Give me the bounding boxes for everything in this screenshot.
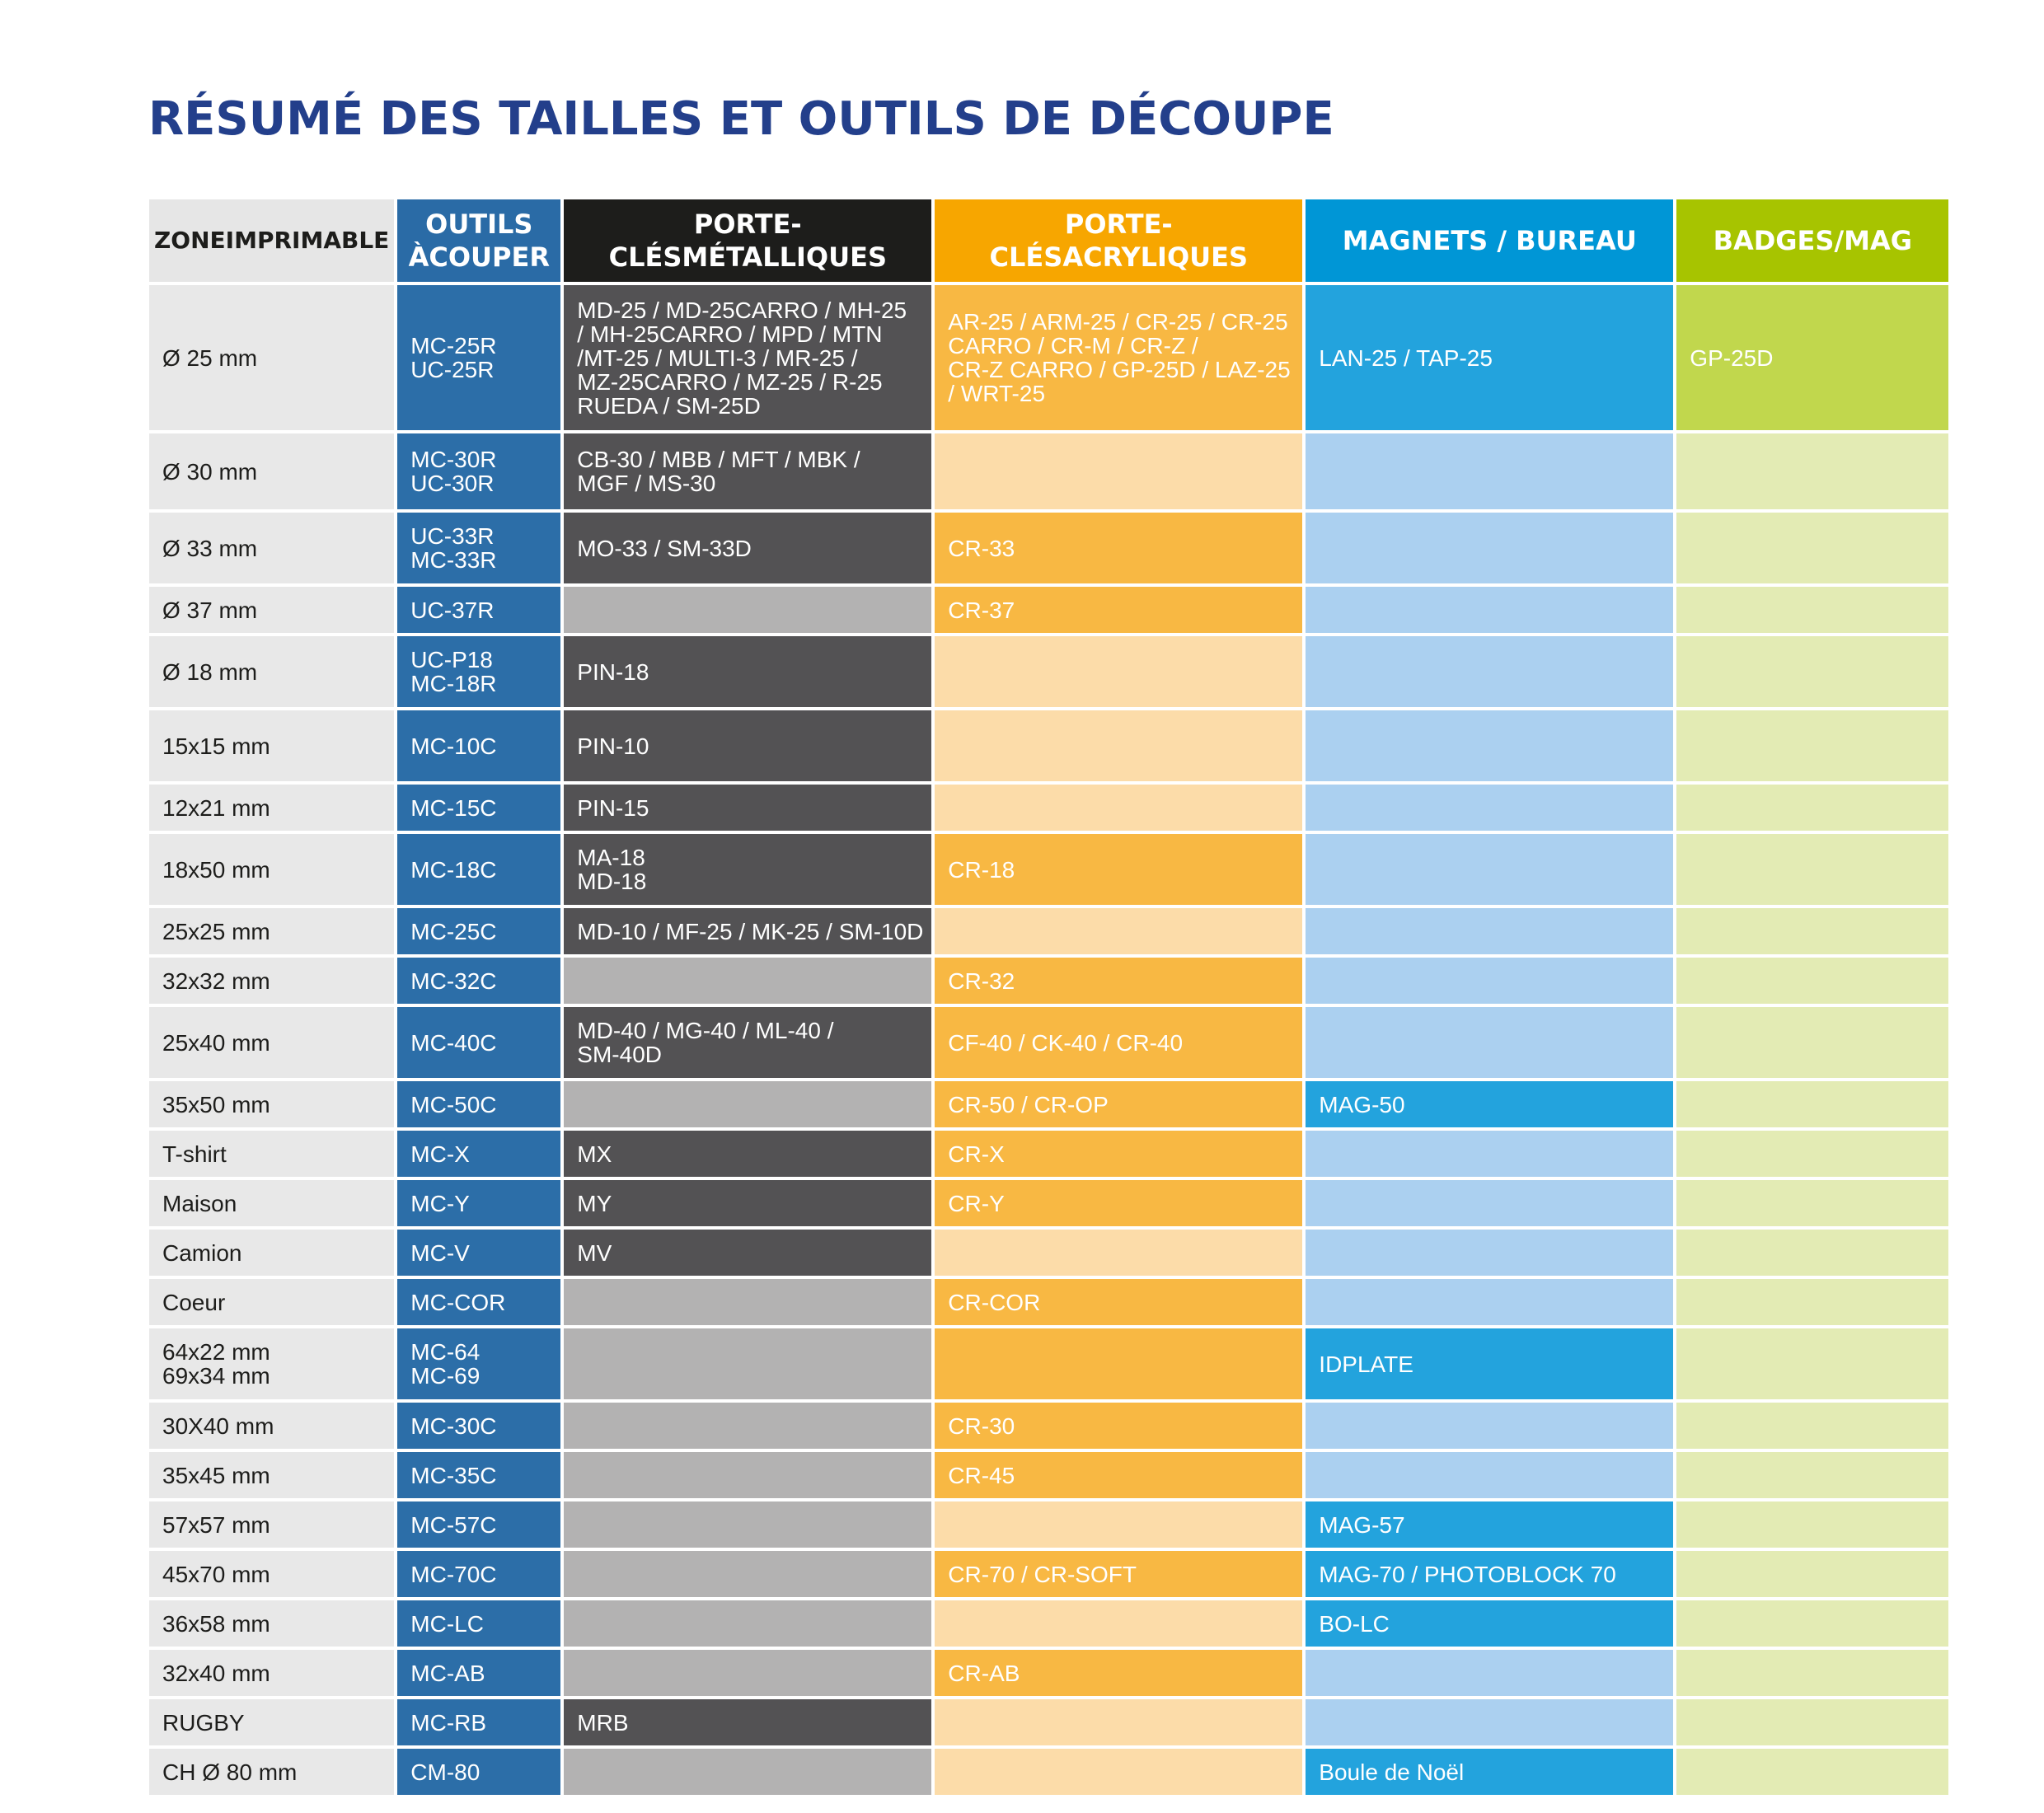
cell-acrylic bbox=[935, 710, 1302, 781]
cell-text: 57x57 mm bbox=[162, 1511, 270, 1538]
cell-text: 15x15 mm bbox=[162, 733, 270, 759]
cell-metal bbox=[564, 1230, 931, 1276]
cell-zone bbox=[149, 710, 394, 781]
table-row bbox=[149, 1007, 1948, 1078]
cell-acrylic bbox=[935, 958, 1302, 1004]
cell-text: 12x21 mm bbox=[162, 794, 270, 821]
cell-tools bbox=[397, 1650, 560, 1696]
table-row bbox=[149, 958, 1948, 1004]
cell-badges bbox=[1676, 513, 1948, 583]
cell-metal bbox=[564, 1699, 931, 1745]
cell-tools bbox=[397, 1230, 560, 1276]
cell-zone bbox=[149, 908, 394, 954]
header-badges bbox=[1676, 199, 1948, 282]
cell-zone bbox=[149, 513, 394, 583]
table-row bbox=[149, 513, 1948, 583]
cell-metal bbox=[564, 1551, 931, 1597]
header-line: COUPER bbox=[429, 241, 550, 273]
cell-text: MA-18 bbox=[577, 845, 645, 870]
header-magnets bbox=[1306, 199, 1673, 282]
cell-acrylic bbox=[935, 1403, 1302, 1449]
cell-acrylic bbox=[935, 1600, 1302, 1647]
cell-text: Boule de Noël bbox=[1319, 1759, 1465, 1785]
cell-text: MC-Y bbox=[410, 1190, 470, 1216]
cell-text: 35x50 mm bbox=[162, 1091, 270, 1117]
cell-text: CR-70 / CR-SOFT bbox=[948, 1561, 1137, 1587]
cell-zone bbox=[149, 1699, 394, 1745]
cell-text: MC-V bbox=[410, 1239, 470, 1266]
cell-zone bbox=[149, 433, 394, 509]
cell-text: CR-37 bbox=[948, 597, 1015, 623]
cell-badges bbox=[1676, 834, 1948, 905]
cell-text: CH Ø 80 mm bbox=[162, 1759, 298, 1785]
cell-text: 25x40 mm bbox=[162, 1029, 270, 1056]
cell-badges bbox=[1676, 1600, 1948, 1647]
table-row bbox=[149, 587, 1948, 633]
cell-text: MO-33 / SM-33D bbox=[577, 535, 752, 561]
cell-tools bbox=[397, 1600, 560, 1647]
cell-zone bbox=[149, 1501, 394, 1548]
cell-text: MY bbox=[577, 1190, 612, 1216]
cell-text: MC-70C bbox=[410, 1561, 497, 1587]
cell-metal bbox=[564, 834, 931, 905]
cell-badges bbox=[1676, 1403, 1948, 1449]
cell-metal bbox=[564, 785, 931, 831]
cell-badges bbox=[1676, 1007, 1948, 1078]
cell-text: UC-37R bbox=[410, 597, 495, 623]
cell-text: CR-Z CARRO / GP-25D / LAZ-25 bbox=[948, 357, 1291, 382]
cell-zone bbox=[149, 1452, 394, 1498]
cell-magnets bbox=[1306, 433, 1673, 509]
cell-text: LAN-25 / TAP-25 bbox=[1319, 344, 1493, 371]
cell-zone bbox=[149, 1328, 394, 1399]
cell-badges bbox=[1676, 1650, 1948, 1696]
cell-text: 32x32 mm bbox=[162, 967, 270, 994]
cell-acrylic bbox=[935, 1650, 1302, 1696]
cell-text: PIN-18 bbox=[577, 658, 649, 685]
cell-text: CR-33 bbox=[948, 535, 1015, 561]
table-row bbox=[149, 1452, 1948, 1498]
header-line: PORTE-CLÉS bbox=[608, 208, 802, 273]
cell-text: T-shirt bbox=[162, 1141, 227, 1167]
cell-zone bbox=[149, 1600, 394, 1647]
cell-acrylic bbox=[935, 1699, 1302, 1745]
cell-tools bbox=[397, 1452, 560, 1498]
cell-zone bbox=[149, 1551, 394, 1597]
cell-text: Ø 18 mm bbox=[162, 658, 258, 685]
cell-metal bbox=[564, 433, 931, 509]
cell-tools bbox=[397, 1551, 560, 1597]
cell-text: 64x22 mm bbox=[162, 1339, 270, 1365]
cell-text: Ø 33 mm bbox=[162, 535, 258, 561]
header-zone bbox=[149, 199, 394, 282]
cell-tools bbox=[397, 1007, 560, 1078]
cell-tools bbox=[397, 587, 560, 633]
cell-metal bbox=[564, 636, 931, 707]
cell-acrylic bbox=[935, 587, 1302, 633]
cell-tools bbox=[397, 1403, 560, 1449]
table-row bbox=[149, 1131, 1948, 1177]
cell-acrylic bbox=[935, 1452, 1302, 1498]
cell-text: UC-30R bbox=[410, 471, 495, 496]
cell-text: MRB bbox=[577, 1709, 629, 1736]
cell-text: 32x40 mm bbox=[162, 1660, 270, 1686]
cell-text: MV bbox=[577, 1239, 612, 1266]
cell-text: 45x70 mm bbox=[162, 1561, 270, 1587]
table-row bbox=[149, 1699, 1948, 1745]
cell-text: MAG-57 bbox=[1319, 1511, 1405, 1538]
cell-text: MC-33R bbox=[410, 547, 497, 573]
cell-badges bbox=[1676, 908, 1948, 954]
cell-metal bbox=[564, 1007, 931, 1078]
cell-metal bbox=[564, 1328, 931, 1399]
cell-acrylic bbox=[935, 908, 1302, 954]
cell-text: IDPLATE bbox=[1319, 1351, 1413, 1377]
cell-metal bbox=[564, 908, 931, 954]
cell-magnets bbox=[1306, 1501, 1673, 1548]
cell-text: MZ-25CARRO / MZ-25 / R-25 bbox=[577, 368, 883, 395]
cell-magnets bbox=[1306, 1279, 1673, 1325]
cell-metal bbox=[564, 1452, 931, 1498]
cell-zone bbox=[149, 1180, 394, 1226]
cell-acrylic bbox=[935, 1749, 1302, 1795]
cell-text: CR-45 bbox=[948, 1462, 1015, 1488]
cell-acrylic bbox=[935, 636, 1302, 707]
cell-tools bbox=[397, 785, 560, 831]
cell-metal bbox=[564, 1081, 931, 1127]
cell-magnets bbox=[1306, 908, 1673, 954]
cell-badges bbox=[1676, 636, 1948, 707]
cell-text: AR-25 / ARM-25 / CR-25 / CR-25 bbox=[948, 309, 1288, 335]
cell-acrylic bbox=[935, 1007, 1302, 1078]
header-acrylic bbox=[935, 199, 1302, 282]
cell-magnets bbox=[1306, 1007, 1673, 1078]
cell-metal bbox=[564, 1650, 931, 1696]
table-row bbox=[149, 1279, 1948, 1325]
cell-badges bbox=[1676, 1279, 1948, 1325]
cell-tools bbox=[397, 1699, 560, 1745]
cell-badges bbox=[1676, 710, 1948, 781]
table-row bbox=[149, 1551, 1948, 1597]
table-row bbox=[149, 908, 1948, 954]
cell-zone bbox=[149, 958, 394, 1004]
cell-metal bbox=[564, 1180, 931, 1226]
cell-badges bbox=[1676, 1501, 1948, 1548]
cell-acrylic bbox=[935, 1551, 1302, 1597]
cell-magnets bbox=[1306, 1081, 1673, 1127]
cell-text: MC-69 bbox=[410, 1363, 481, 1389]
cell-text: MC-18R bbox=[410, 671, 497, 696]
cell-text: PIN-10 bbox=[577, 733, 649, 759]
cell-magnets bbox=[1306, 636, 1673, 707]
cell-magnets bbox=[1306, 1551, 1673, 1597]
cell-text: MC-32C bbox=[410, 967, 497, 994]
cell-acrylic bbox=[935, 513, 1302, 583]
cell-tools bbox=[397, 834, 560, 905]
cell-text: MC-RB bbox=[410, 1709, 487, 1736]
cell-zone bbox=[149, 1650, 394, 1696]
cell-text: 35x45 mm bbox=[162, 1462, 270, 1488]
cell-badges bbox=[1676, 1328, 1948, 1399]
cell-zone bbox=[149, 1749, 394, 1795]
cell-tools bbox=[397, 1081, 560, 1127]
cell-magnets bbox=[1306, 513, 1673, 583]
cell-text: RUEDA / SM-25D bbox=[577, 392, 761, 419]
cell-text: CR-30 bbox=[948, 1412, 1015, 1439]
cell-text: MC-COR bbox=[410, 1289, 506, 1315]
cell-text: Ø 30 mm bbox=[162, 458, 258, 485]
cell-tools bbox=[397, 1749, 560, 1795]
cell-magnets bbox=[1306, 285, 1673, 430]
cell-acrylic bbox=[935, 1131, 1302, 1177]
cell-text: CF-40 / CK-40 / CR-40 bbox=[948, 1029, 1184, 1056]
cell-magnets bbox=[1306, 958, 1673, 1004]
cell-badges bbox=[1676, 433, 1948, 509]
cell-acrylic bbox=[935, 1328, 1302, 1399]
cell-acrylic bbox=[935, 1230, 1302, 1276]
header-tools bbox=[397, 199, 560, 282]
table-row bbox=[149, 433, 1948, 509]
cell-text: / WRT-25 bbox=[948, 381, 1046, 406]
cell-text: CARRO / CR-M / CR-Z / bbox=[948, 333, 1198, 358]
cell-text: 25x25 mm bbox=[162, 918, 270, 944]
cell-text: MAG-70 / PHOTOBLOCK 70 bbox=[1319, 1561, 1616, 1587]
cell-text bbox=[948, 1352, 1302, 1376]
table-row bbox=[149, 1328, 1948, 1399]
header-line: BADGES/MAG bbox=[1713, 225, 1913, 256]
cell-text: Coeur bbox=[162, 1289, 226, 1315]
header-line: MÉTALLIQUES bbox=[682, 241, 887, 273]
cell-zone bbox=[149, 587, 394, 633]
cell-text: MC-18C bbox=[410, 856, 497, 883]
header-line: OUTILS À bbox=[408, 208, 533, 273]
cell-text: MD-18 bbox=[577, 869, 647, 894]
table-row bbox=[149, 1501, 1948, 1548]
cell-metal bbox=[564, 1501, 931, 1548]
cell-zone bbox=[149, 636, 394, 707]
table-row bbox=[149, 1081, 1948, 1127]
cell-tools bbox=[397, 513, 560, 583]
cell-magnets bbox=[1306, 1328, 1673, 1399]
cell-text: MC-40C bbox=[410, 1029, 497, 1056]
header-line: PORTE-CLÉS bbox=[989, 208, 1173, 273]
cell-text: Ø 25 mm bbox=[162, 344, 258, 371]
table-row bbox=[149, 785, 1948, 831]
table-row bbox=[149, 1600, 1948, 1647]
cell-magnets bbox=[1306, 1650, 1673, 1696]
table-row bbox=[149, 1403, 1948, 1449]
header-line: ACRYLIQUES bbox=[1062, 241, 1249, 273]
cell-text: MX bbox=[577, 1141, 612, 1167]
cell-text: CM-80 bbox=[410, 1759, 481, 1785]
cell-text: MAG-50 bbox=[1319, 1091, 1405, 1117]
cell-zone bbox=[149, 1403, 394, 1449]
cell-magnets bbox=[1306, 834, 1673, 905]
cell-text: MC-64 bbox=[410, 1339, 481, 1365]
cell-text: CB-30 / MBB / MFT / MBK / bbox=[577, 447, 860, 472]
cell-text: MD-25 / MD-25CARRO / MH-25 bbox=[577, 297, 907, 323]
cell-text: UC-25R bbox=[410, 357, 495, 382]
cell-badges bbox=[1676, 1699, 1948, 1745]
table-row bbox=[149, 1749, 1948, 1795]
cell-magnets bbox=[1306, 1452, 1673, 1498]
cell-metal bbox=[564, 1749, 931, 1795]
cell-text: CR-Y bbox=[948, 1190, 1005, 1216]
cell-tools bbox=[397, 908, 560, 954]
cell-tools bbox=[397, 285, 560, 430]
cell-acrylic bbox=[935, 1279, 1302, 1325]
cell-badges bbox=[1676, 1180, 1948, 1226]
cell-metal bbox=[564, 1403, 931, 1449]
cell-metal bbox=[564, 587, 931, 633]
cell-tools bbox=[397, 1279, 560, 1325]
header-line: MAGNETS / BUREAU bbox=[1342, 225, 1637, 256]
cell-text: UC-P18 bbox=[410, 647, 493, 672]
cell-text: MC-25R bbox=[410, 333, 497, 358]
table-row bbox=[149, 285, 1948, 430]
cell-text: PIN-15 bbox=[577, 794, 649, 821]
table-row bbox=[149, 1230, 1948, 1276]
cell-zone bbox=[149, 1081, 394, 1127]
cell-text: MD-10 / MF-25 / MK-25 / SM-10D bbox=[577, 918, 924, 944]
cell-text: SM-40D bbox=[577, 1042, 662, 1067]
cell-metal bbox=[564, 285, 931, 430]
header-line: ZONE bbox=[154, 227, 226, 254]
cell-text: CR-18 bbox=[948, 856, 1015, 883]
cell-badges bbox=[1676, 1452, 1948, 1498]
cell-text: CR-50 / CR-OP bbox=[948, 1091, 1109, 1117]
cell-text: MC-15C bbox=[410, 794, 497, 821]
cell-badges bbox=[1676, 285, 1948, 430]
cell-text: MC-50C bbox=[410, 1091, 497, 1117]
cell-metal bbox=[564, 710, 931, 781]
table-row bbox=[149, 636, 1948, 707]
cell-tools bbox=[397, 433, 560, 509]
cell-tools bbox=[397, 1131, 560, 1177]
cell-text: MC-10C bbox=[410, 733, 497, 759]
cell-zone bbox=[149, 1131, 394, 1177]
cell-text: Camion bbox=[162, 1239, 242, 1266]
cell-text: MC-35C bbox=[410, 1462, 497, 1488]
cell-tools bbox=[397, 1180, 560, 1226]
cell-text: CR-COR bbox=[948, 1289, 1041, 1315]
table-row bbox=[149, 1180, 1948, 1226]
table-row bbox=[149, 710, 1948, 781]
cell-text: CR-X bbox=[948, 1141, 1005, 1167]
cell-text: GP-25D bbox=[1690, 344, 1774, 371]
cell-text: CR-32 bbox=[948, 967, 1015, 994]
cell-magnets bbox=[1306, 1749, 1673, 1795]
cell-metal bbox=[564, 513, 931, 583]
cell-metal bbox=[564, 958, 931, 1004]
cell-magnets bbox=[1306, 1230, 1673, 1276]
cell-tools bbox=[397, 710, 560, 781]
cell-text: MC-30C bbox=[410, 1412, 497, 1439]
cell-badges bbox=[1676, 1749, 1948, 1795]
cell-text: MC-X bbox=[410, 1141, 470, 1167]
cell-acrylic bbox=[935, 785, 1302, 831]
cell-metal bbox=[564, 1600, 931, 1647]
cell-zone bbox=[149, 1007, 394, 1078]
header-line: IMPRIMABLE bbox=[225, 227, 390, 254]
cell-magnets bbox=[1306, 587, 1673, 633]
cell-text: UC-33R bbox=[410, 523, 495, 549]
cell-text: MC-57C bbox=[410, 1511, 497, 1538]
cell-badges bbox=[1676, 1131, 1948, 1177]
cell-text: MGF / MS-30 bbox=[577, 471, 716, 496]
sizes-table bbox=[146, 196, 1952, 1798]
header-row bbox=[149, 199, 1948, 282]
cell-text: MC-30R bbox=[410, 447, 497, 472]
cell-magnets bbox=[1306, 1180, 1673, 1226]
cell-zone bbox=[149, 785, 394, 831]
cell-magnets bbox=[1306, 1600, 1673, 1647]
table-body bbox=[149, 285, 1948, 1795]
cell-text: / MH-25CARRO / MPD / MTN bbox=[577, 321, 883, 347]
cell-text: /MT-25 / MULTI-3 / MR-25 / bbox=[577, 344, 858, 371]
cell-text: MC-LC bbox=[410, 1610, 484, 1637]
cell-badges bbox=[1676, 958, 1948, 1004]
cell-text: 69x34 mm bbox=[162, 1363, 270, 1389]
header-metal bbox=[564, 199, 931, 282]
cell-magnets bbox=[1306, 1699, 1673, 1745]
cell-acrylic bbox=[935, 285, 1302, 430]
cell-badges bbox=[1676, 785, 1948, 831]
cell-badges bbox=[1676, 1081, 1948, 1127]
cell-tools bbox=[397, 1501, 560, 1548]
cell-text: MD-40 / MG-40 / ML-40 / bbox=[577, 1018, 834, 1043]
cell-text: 36x58 mm bbox=[162, 1610, 270, 1637]
cell-acrylic bbox=[935, 1081, 1302, 1127]
cell-metal bbox=[564, 1279, 931, 1325]
cell-text: 18x50 mm bbox=[162, 856, 270, 883]
cell-tools bbox=[397, 636, 560, 707]
cell-zone bbox=[149, 1230, 394, 1276]
cell-acrylic bbox=[935, 1501, 1302, 1548]
cell-acrylic bbox=[935, 433, 1302, 509]
cell-badges bbox=[1676, 587, 1948, 633]
cell-magnets bbox=[1306, 785, 1673, 831]
cell-tools bbox=[397, 1328, 560, 1399]
cell-zone bbox=[149, 1279, 394, 1325]
cell-acrylic bbox=[935, 834, 1302, 905]
cell-magnets bbox=[1306, 1131, 1673, 1177]
table-row bbox=[149, 1650, 1948, 1696]
cell-text: BO-LC bbox=[1319, 1610, 1390, 1637]
cell-text: RUGBY bbox=[162, 1709, 245, 1736]
cell-magnets bbox=[1306, 1403, 1673, 1449]
cell-magnets bbox=[1306, 710, 1673, 781]
cell-text: MC-AB bbox=[410, 1660, 485, 1686]
cell-zone bbox=[149, 285, 394, 430]
cell-text: Ø 37 mm bbox=[162, 597, 258, 623]
cell-text: Maison bbox=[162, 1190, 237, 1216]
cell-badges bbox=[1676, 1551, 1948, 1597]
cell-badges bbox=[1676, 1230, 1948, 1276]
cell-text: 30X40 mm bbox=[162, 1412, 274, 1439]
cell-tools bbox=[397, 958, 560, 1004]
cell-metal bbox=[564, 1131, 931, 1177]
cell-text: CR-AB bbox=[948, 1660, 1020, 1686]
cell-text: MC-25C bbox=[410, 918, 497, 944]
cell-zone bbox=[149, 834, 394, 905]
page-title: RÉSUMÉ DES TAILLES ET OUTILS DE DÉCOUPE bbox=[148, 92, 1334, 146]
cell-acrylic bbox=[935, 1180, 1302, 1226]
table-row bbox=[149, 834, 1948, 905]
